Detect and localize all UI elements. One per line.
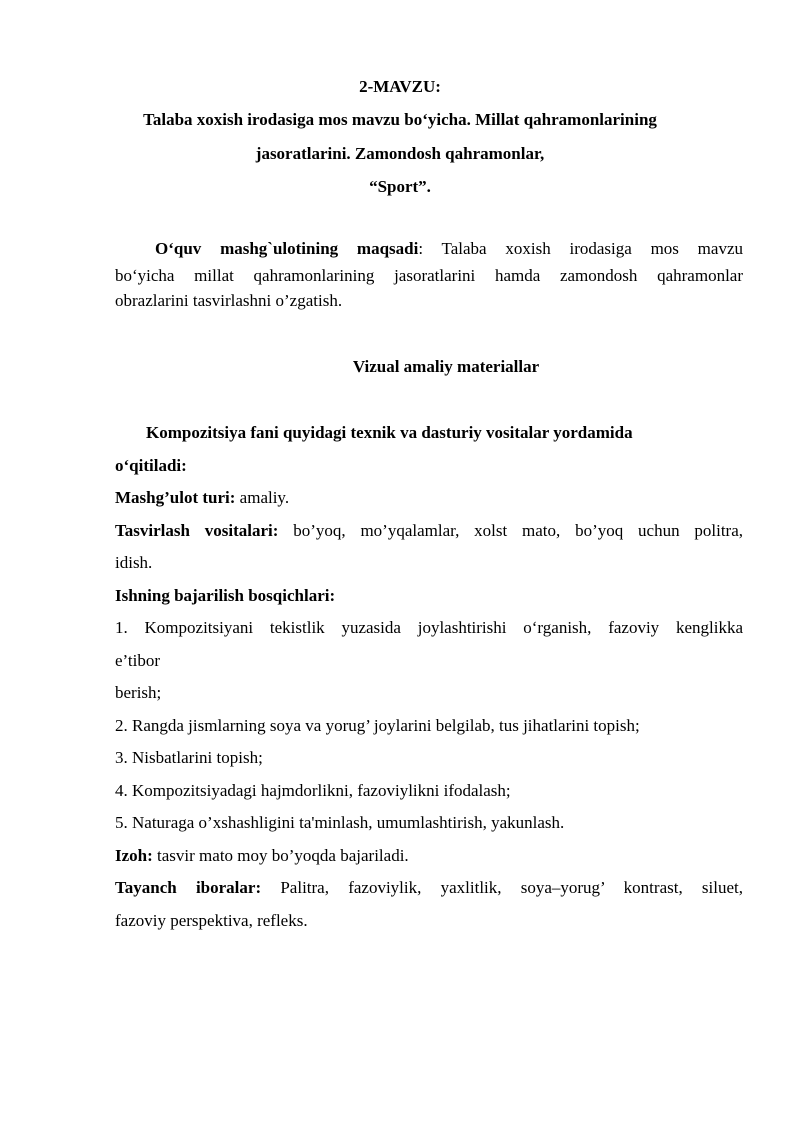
keywords-line-1 [115,878,743,898]
step-1-line-3: berish; [115,683,162,702]
section-title: Vizual amaliy materiallar [352,357,540,376]
step-3: 3. Nisbatlarini topish; [115,748,263,767]
keywords-label: Tayanch iboralar: [115,878,262,897]
step-1-line-1: 1. Kompozitsiyani tekistlik yuzasida joylashtirishi o‘rganish, fazoviy kenglikka [115,618,743,637]
training-type-value: amaliy. [235,488,290,507]
steps-title: Ishning bajarilish bosqichlari: [115,586,336,605]
topic-title-line-2: jasoratlarini. Zamondosh qahramonlar, [255,144,545,163]
intro-line-2: o‘qitiladi: [115,456,187,475]
aim-line-3: obrazlarini tasvirlashni o’zgatish. [115,291,343,310]
training-type [115,488,743,508]
aim-line-2: bo‘yicha millat qahramonlarining jasoratlarini hamda zamondosh qahramonlar [115,266,743,285]
note [115,846,743,866]
step-4: 4. Kompozitsiyadagi hajmdorlikni, fazoviylikni ifodalash; [115,781,511,800]
step-1-line-2: e’tibor [115,651,161,670]
step-2: 2. Rangda jismlarning soya va yorug’ joylarini belgilab, tus jihatlarini topish; [115,716,640,735]
tools-line-2: idish. [115,553,153,572]
topic-number: 2-MAVZU: [359,77,441,96]
aim-line-1 [155,239,743,259]
training-type-label: Mashg’ulot turi: [115,488,236,507]
topic-title-line-1: Talaba xoxish irodasiga mos mavzu bo‘yicha. Millat qahramonlarining [143,110,657,129]
topic-title-line-3: “Sport”. [369,177,431,196]
keywords-line-2: fazoviy perspektiva, refleks. [115,911,308,930]
aim-text-1: : Talaba xoxish irodasiga mos mavzu [418,239,743,258]
step-5: 5. Naturaga o’xshashligini ta'minlash, umumlashtirish, yakunlash. [115,813,565,832]
keywords-text-1: Palitra, fazoviylik, yaxlitlik, soya–yorug’ kontrast, siluet, [261,878,744,897]
tools-label: Tasvirlash vositalari: [115,521,279,540]
intro-line-1: Kompozitsiya fani quyidagi texnik va dasturiy vositalar yordamida [146,423,633,442]
note-value: tasvir mato moy bo’yoqda bajariladi. [152,846,409,865]
tools-text-1: bo’yoq, mo’yqalamlar, xolst mato, bo’yoq uchun politra, [278,521,744,540]
note-label: Izoh: [115,846,153,865]
tools-line-1 [115,521,743,541]
aim-label: O‘quv mashg`ulotining maqsadi [155,239,419,258]
